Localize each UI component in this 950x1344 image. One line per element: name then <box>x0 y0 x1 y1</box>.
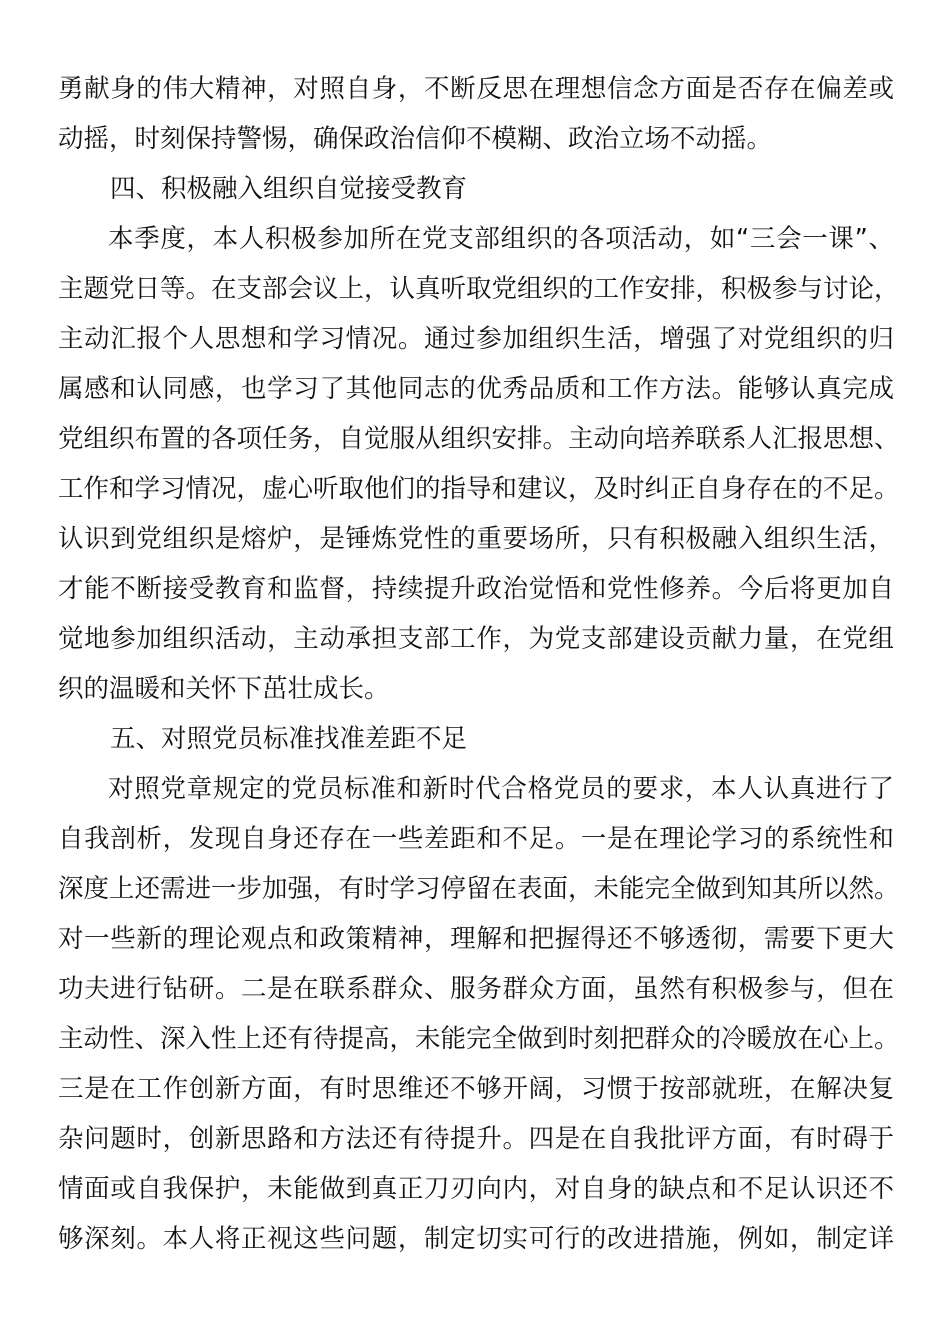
text-line: 属感和认同感，也学习了其他同志的优秀品质和工作方法。能够认真完成 <box>58 374 894 404</box>
text-line: 勇献身的伟大精神，对照自身，不断反思在理想信念方面是否存在偏差或 <box>58 74 894 104</box>
text-line: 功夫进行钻研。二是在联系群众、服务群众方面，虽然有积极参与，但在 <box>58 974 894 1004</box>
paragraph-organization <box>58 214 900 714</box>
text-line: 够深刻。本人将正视这些问题，制定切实可行的改进措施，例如，制定详 <box>58 1224 894 1254</box>
text-line: 本季度，本人积极参加所在党支部组织的各项活动，如“三会一课”、 <box>108 224 894 254</box>
text-line: 动摇，时刻保持警惕，确保政治信仰不模糊、政治立场不动摇。 <box>58 124 773 154</box>
text-line: 主动性、深入性上还有待提高，未能完全做到时刻把群众的冷暖放在心上。 <box>58 1024 900 1054</box>
paragraph-self-analysis <box>58 764 900 1264</box>
text-line: 三是在工作创新方面，有时思维还不够开阔，习惯于按部就班，在解决复 <box>58 1074 894 1104</box>
text-line: 主题党日等。在支部会议上，认真听取党组织的工作安排，积极参与讨论， <box>58 274 900 304</box>
text-line: 杂问题时，创新思路和方法还有待提升。四是在自我批评方面，有时碍于 <box>58 1124 894 1154</box>
text-line: 工作和学习情况，虚心听取他们的指导和建议，及时纠正自身存在的不足。 <box>58 474 900 504</box>
text-line: 自我剖析，发现自身还存在一些差距和不足。一是在理论学习的系统性和 <box>58 824 894 854</box>
text-line: 情面或自我保护，未能做到真正刀刃向内，对自身的缺点和不足认识还不 <box>58 1174 894 1204</box>
text-line: 才能不断接受教育和监督，持续提升政治觉悟和党性修养。今后将更加自 <box>58 574 894 604</box>
text-line: 织的温暖和关怀下茁壮成长。 <box>58 674 390 704</box>
text-line: 主动汇报个人思想和学习情况。通过参加组织生活，增强了对党组织的归 <box>58 324 894 354</box>
text-line: 对一些新的理论观点和政策精神，理解和把握得还不够透彻，需要下更大 <box>58 924 894 954</box>
section-heading-4: 四、积极融入组织自觉接受教育 <box>110 174 468 204</box>
text-line: 深度上还需进一步加强，有时学习停留在表面，未能完全做到知其所以然。 <box>58 874 900 904</box>
document-page <box>58 64 900 1264</box>
text-line: 认识到党组织是熔炉，是锤炼党性的重要场所，只有积极融入组织生活， <box>58 524 894 554</box>
text-line: 觉地参加组织活动，主动承担支部工作，为党支部建设贡献力量，在党组 <box>58 624 894 654</box>
paragraph-continued <box>58 64 894 164</box>
text-line: 对照党章规定的党员标准和新时代合格党员的要求，本人认真进行了 <box>108 774 894 804</box>
text-line: 党组织布置的各项任务，自觉服从组织安排。主动向培养联系人汇报思想、 <box>58 424 900 454</box>
section-heading-5: 五、对照党员标准找准差距不足 <box>110 724 468 754</box>
